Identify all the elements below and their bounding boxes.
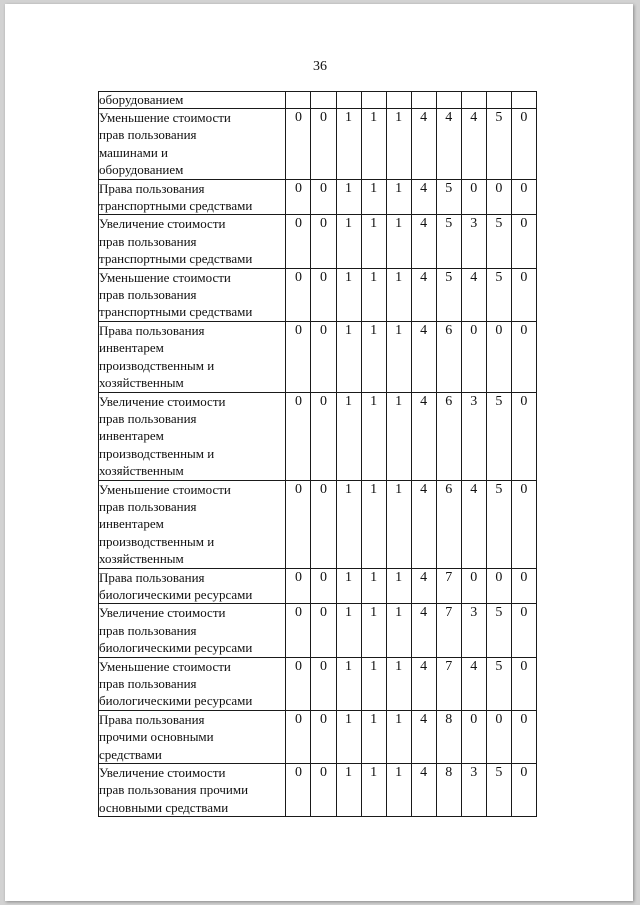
code-digit-cell: 0 [511,268,536,321]
code-digit-cell: 5 [436,179,461,215]
row-label-cell [99,109,286,180]
row-label-line: производственным и [99,533,215,549]
code-digit-cell: 0 [511,710,536,763]
code-digit-cell: 4 [411,215,436,268]
code-digit-cell: 0 [311,392,336,480]
code-digit-cell: 0 [286,268,311,321]
row-label-line: прочими основными [99,729,214,745]
row-label-cell [99,568,286,604]
code-digit-cell: 0 [461,710,486,763]
code-digit-cell: 0 [486,321,511,392]
code-digit-cell: 0 [311,321,336,392]
code-digit-cell: 0 [511,480,536,568]
code-digit-cell: 6 [436,480,461,568]
code-digit-cell: 1 [386,268,411,321]
code-digit-cell: 1 [336,179,361,215]
table-row [99,321,537,392]
row-label-cell [99,480,286,568]
row-label-line: прав пользования [99,676,197,691]
row-label-line: оборудованием [99,162,184,178]
code-digit-cell: 0 [311,657,336,710]
table-body [99,92,537,817]
code-digit-cell: 0 [286,657,311,710]
code-digit-cell: 1 [386,215,411,268]
code-digit-cell: 1 [336,480,361,568]
row-label-line: биологическими ресурсами [99,640,253,656]
code-digit-cell: 0 [286,764,311,817]
code-digit-cell: 0 [511,604,536,657]
row-label-line: Уменьшение стоимости [99,110,231,125]
code-digit-cell [286,92,311,109]
row-label-line: прав пользования прочими [99,782,249,798]
row-label-line: транспортными средствами [99,251,253,267]
code-digit-cell: 8 [436,710,461,763]
row-label-cell [99,764,286,817]
row-label-line: Права пользования [99,322,205,338]
code-digit-cell: 1 [336,109,361,180]
code-digit-cell: 1 [336,392,361,480]
row-label-cell [99,215,286,268]
code-digit-cell: 0 [486,568,511,604]
code-digit-cell: 0 [286,179,311,215]
code-digit-cell: 1 [336,268,361,321]
row-label-line: Права пользования [99,711,205,727]
code-digit-cell: 3 [461,215,486,268]
row-label-cell [99,710,286,763]
row-label-line: инвентарем [99,516,164,532]
code-digit-cell: 1 [361,764,386,817]
code-digit-cell: 4 [411,764,436,817]
code-digit-cell: 1 [386,657,411,710]
row-label-cell [99,179,286,215]
code-digit-cell: 7 [436,568,461,604]
code-digit-cell [361,92,386,109]
code-digit-cell: 0 [511,179,536,215]
table-row [99,392,537,480]
code-digit-cell: 1 [386,710,411,763]
code-digit-cell: 5 [486,657,511,710]
code-digit-cell: 5 [486,268,511,321]
row-label-cell [99,657,286,710]
row-label-cell [99,604,286,657]
table-row [99,480,537,568]
code-digit-cell: 4 [461,109,486,180]
code-digit-cell: 5 [486,215,511,268]
code-digit-cell: 0 [511,109,536,180]
code-digit-cell: 6 [436,392,461,480]
code-digit-cell: 0 [311,710,336,763]
table-row [99,92,537,109]
table-row [99,268,537,321]
code-digit-cell: 1 [361,392,386,480]
row-label-line: транспортными средствами [99,198,253,214]
row-label-line: прав пользования [99,410,197,426]
row-label-line: Права пользования [99,180,205,196]
code-digit-cell: 7 [436,604,461,657]
code-digit-cell: 1 [361,321,386,392]
code-digit-cell: 1 [336,604,361,657]
code-digit-cell: 1 [361,215,386,268]
code-digit-cell: 4 [411,109,436,180]
code-digit-cell: 1 [386,109,411,180]
table-row [99,710,537,763]
code-digit-cell: 0 [511,568,536,604]
table-row [99,215,537,268]
code-digit-cell: 4 [411,268,436,321]
row-label-line: Уменьшение стоимости [99,481,231,497]
code-digit-cell: 5 [486,109,511,180]
code-digit-cell: 0 [311,179,336,215]
code-digit-cell: 0 [511,321,536,392]
table-row [99,604,537,657]
code-digit-cell: 1 [386,604,411,657]
row-label-line: Увеличение стоимости [99,216,226,232]
row-label-line: производственным и [99,357,215,373]
code-digit-cell: 0 [461,321,486,392]
row-label-line: производственным и [99,445,215,461]
code-digit-cell: 1 [361,179,386,215]
code-digit-cell: 5 [436,268,461,321]
code-digit-cell: 1 [386,480,411,568]
code-digit-cell: 4 [411,179,436,215]
code-digit-cell: 0 [311,568,336,604]
code-digit-cell: 4 [411,480,436,568]
code-digit-cell: 0 [461,568,486,604]
row-label-line: оборудованием [99,92,184,107]
row-label-line: биологическими ресурсами [99,693,253,709]
table-row [99,179,537,215]
code-digit-cell: 5 [486,764,511,817]
code-digit-cell: 1 [361,109,386,180]
table-row [99,568,537,604]
row-label-line: хозяйственным [99,375,184,391]
code-digit-cell: 4 [461,268,486,321]
code-digit-cell: 4 [411,657,436,710]
table-row [99,109,537,180]
row-label-line: прав пользования [99,127,197,143]
code-digit-cell: 0 [511,392,536,480]
code-digit-cell: 4 [411,392,436,480]
code-digit-cell: 4 [411,568,436,604]
code-digit-cell: 1 [336,764,361,817]
code-digit-cell: 1 [336,710,361,763]
code-digit-cell: 1 [386,568,411,604]
row-label-line: прав пользования [99,287,197,303]
code-digit-cell: 4 [411,604,436,657]
code-digit-cell [461,92,486,109]
row-label-line: прав пользования [99,233,197,249]
code-digit-cell: 0 [286,109,311,180]
code-digit-cell: 6 [436,321,461,392]
row-label-cell [99,392,286,480]
page-number: 36 [313,59,327,74]
code-digit-cell: 1 [361,604,386,657]
code-digit-cell: 0 [286,604,311,657]
code-digit-cell: 1 [386,321,411,392]
code-digit-cell [411,92,436,109]
code-digit-cell: 1 [386,764,411,817]
table-row [99,657,537,710]
row-label-line: Увеличение стоимости [99,393,226,409]
code-digit-cell: 0 [511,657,536,710]
row-label-cell [99,92,286,109]
code-digit-cell: 3 [461,604,486,657]
code-digit-cell: 0 [311,215,336,268]
code-digit-cell: 0 [286,568,311,604]
code-digit-cell: 0 [511,215,536,268]
row-label-line: прав пользования [99,622,197,638]
code-digit-cell: 0 [286,321,311,392]
row-label-line: Увеличение стоимости [99,765,226,781]
code-digit-cell: 3 [461,392,486,480]
code-digit-cell: 1 [361,657,386,710]
code-digit-cell: 0 [286,392,311,480]
row-label-line: хозяйственным [99,551,184,567]
code-digit-cell: 7 [436,657,461,710]
code-digit-cell: 0 [311,268,336,321]
row-label-line: машинами и [99,144,168,160]
row-label-line: средствами [99,746,162,762]
code-digit-cell: 5 [486,480,511,568]
code-digit-cell: 1 [361,268,386,321]
code-digit-cell [386,92,411,109]
row-label-line: прав пользования [99,498,197,514]
code-digit-cell: 3 [461,764,486,817]
code-digit-cell: 0 [311,109,336,180]
code-digit-cell: 1 [336,568,361,604]
code-digit-cell: 5 [436,215,461,268]
code-digit-cell: 0 [286,710,311,763]
row-label-cell [99,268,286,321]
row-label-line: Права пользования [99,569,205,585]
code-digit-cell: 1 [336,215,361,268]
row-label-line: Уменьшение стоимости [99,269,231,285]
code-digit-cell: 1 [361,480,386,568]
code-digit-cell: 1 [336,657,361,710]
row-label-line: хозяйственным [99,463,184,479]
row-label-line: основными средствами [99,799,229,815]
code-digit-cell: 0 [286,480,311,568]
code-digit-cell: 0 [311,480,336,568]
row-label-line: транспортными средствами [99,304,253,320]
classification-table [98,91,537,817]
code-digit-cell [311,92,336,109]
code-digit-cell: 1 [361,710,386,763]
row-label-line: Уменьшение стоимости [99,658,231,674]
code-digit-cell: 0 [311,764,336,817]
code-digit-cell [436,92,461,109]
code-digit-cell: 1 [361,568,386,604]
code-digit-cell: 5 [486,392,511,480]
code-digit-cell: 1 [336,321,361,392]
code-digit-cell [486,92,511,109]
row-label-line: инвентарем [99,428,164,444]
code-digit-cell: 4 [411,710,436,763]
code-digit-cell: 8 [436,764,461,817]
code-digit-cell: 0 [511,764,536,817]
table-row [99,764,537,817]
code-digit-cell: 5 [486,604,511,657]
code-digit-cell: 0 [311,604,336,657]
code-digit-cell [511,92,536,109]
row-label-cell [99,321,286,392]
row-label-line: инвентарем [99,340,164,356]
row-label-line: Увеличение стоимости [99,605,226,621]
code-digit-cell: 4 [461,657,486,710]
code-digit-cell: 0 [486,179,511,215]
code-digit-cell: 1 [386,179,411,215]
code-digit-cell: 0 [461,179,486,215]
code-digit-cell [336,92,361,109]
code-digit-cell: 4 [411,321,436,392]
code-digit-cell: 4 [436,109,461,180]
code-digit-cell: 0 [286,215,311,268]
code-digit-cell: 0 [486,710,511,763]
code-digit-cell: 4 [461,480,486,568]
row-label-line: биологическими ресурсами [99,586,253,602]
code-digit-cell: 1 [386,392,411,480]
